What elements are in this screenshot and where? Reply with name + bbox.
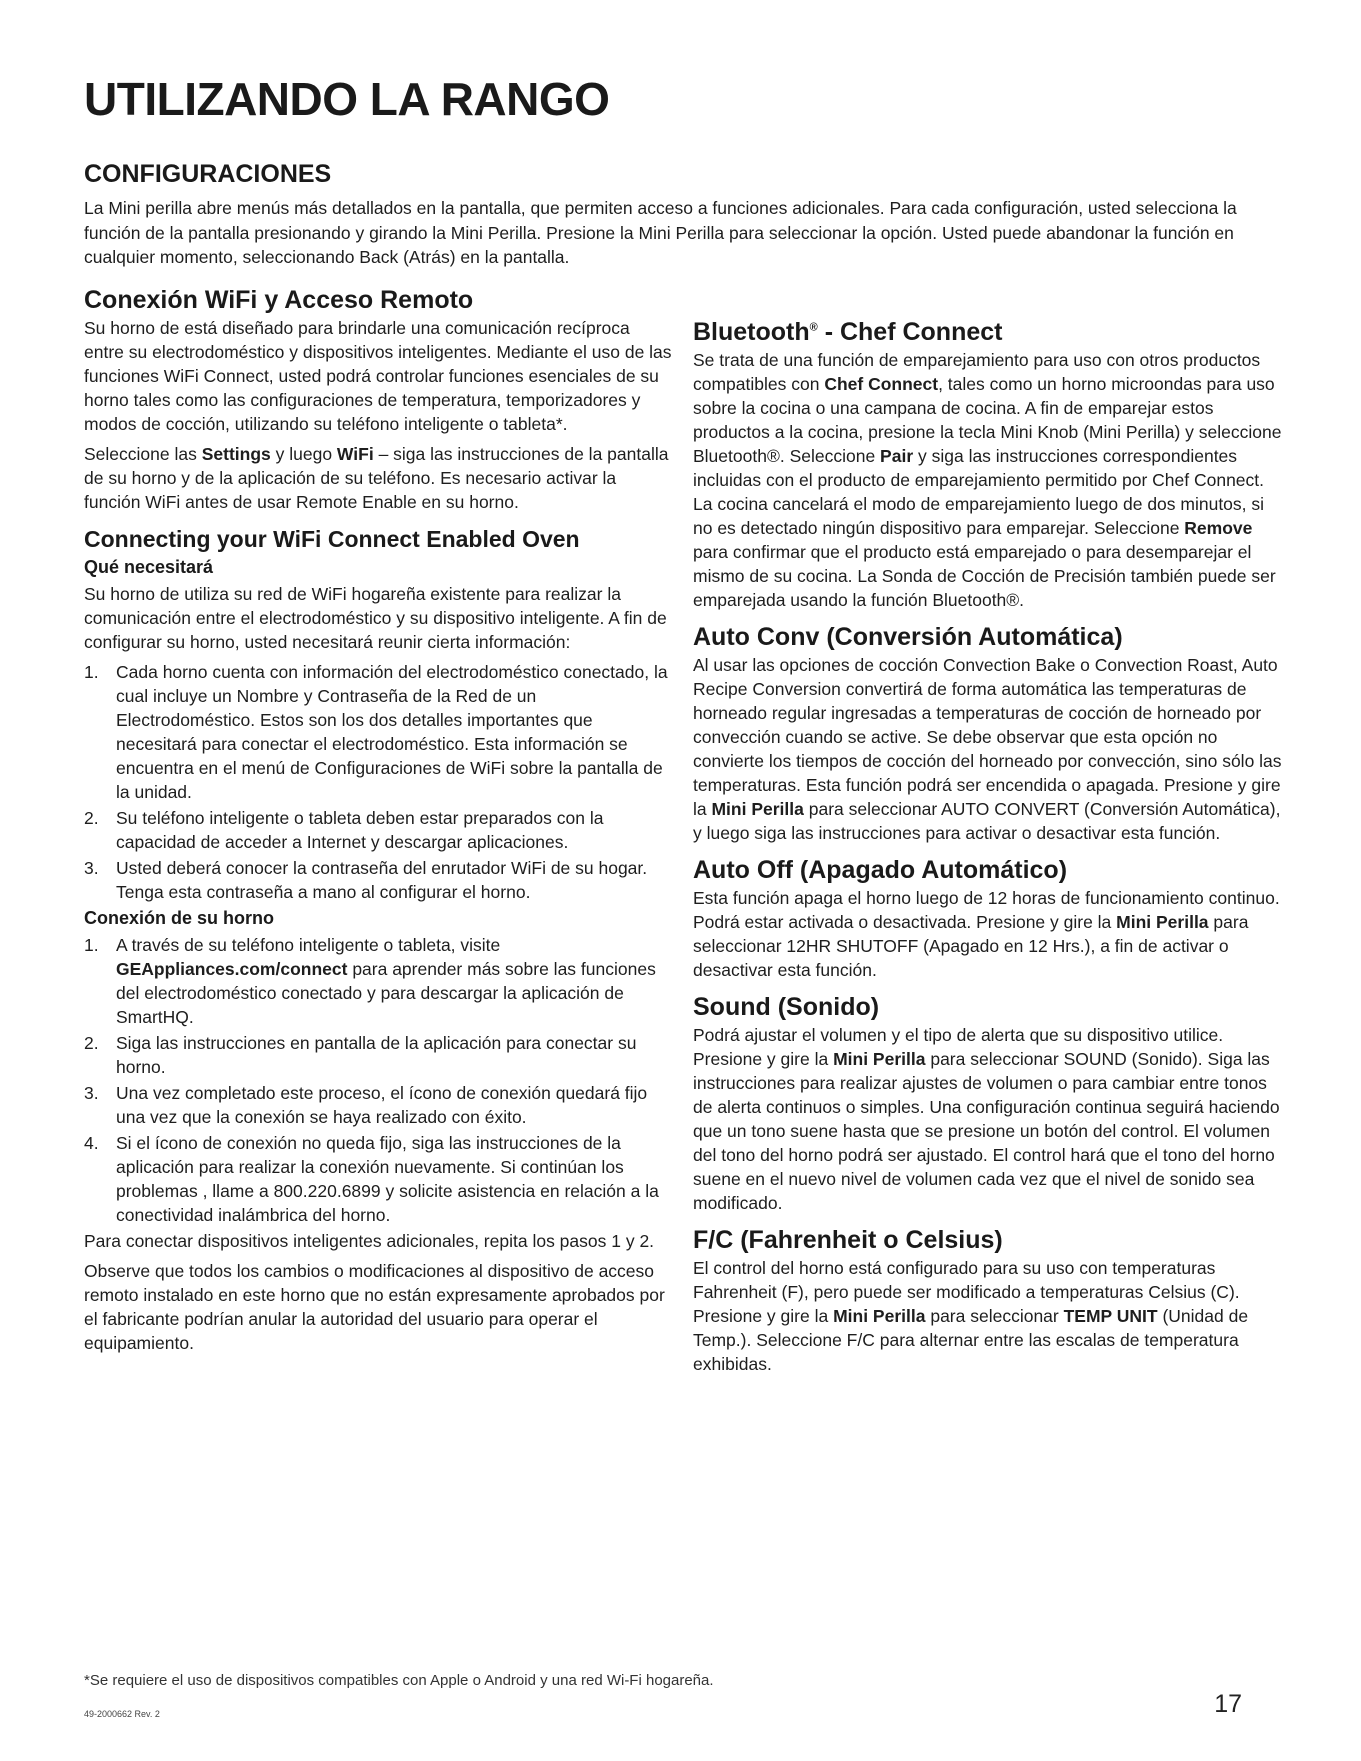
page-title: UTILIZANDO LA RANGO [84,73,610,125]
connect-heading: Conexión de su horno [84,908,275,928]
fc-paragraph: El control del horno está configurado para su uso con temperaturas Fahrenheit (F), pero puede ser modificado a temperaturas Celsius (C). Presione y gire la Mini Perilla para seleccionar TEMP UNIT (Unidad de Temp.). Seleccione F/C para alternar entre las escalas de temperatura exhibidas. [693,1258,1249,1374]
auto-off-paragraph: Esta función apaga el horno luego de 12 horas de funcionamiento continuo. Podrá estar activada o desactivada. Presione y gire la Mini Perilla para seleccionar 12HR SHUTOFF (Apagado en 12 Hrs.), a fin de activar o desactivar esta función. [693,888,1280,980]
wifi-heading: Conexión WiFi y Acceso Remoto [84,286,474,314]
observe-paragraph: Observe que todos los cambios o modificaciones al dispositivo de acceso remoto instalado en este horno que no están expresamente aprobados por el fabricante podrían anular la autoridad del usuario para operar el equipamiento. [84,1261,665,1353]
connect-link-text: GEAppliances.com/connect [116,959,348,979]
auto-off-heading: Auto Off (Apagado Automático) [693,856,1068,884]
list-item: 2. Su teléfono inteligente o tableta deben estar preparados con la capacidad de acceder a Internet y descargar aplicaciones. [84,808,604,852]
footnote: *Se requiere el uso de dispositivos compatibles con Apple o Android y una red Wi-Fi hogareña. [84,1672,714,1689]
need-list [84,660,674,904]
section-title: CONFIGURACIONES [84,160,332,188]
left-column [84,284,674,1355]
list-item: 3. Usted deberá conocer la contraseña del enrutador WiFi de su hogar. Tenga esta contraseña a mano al configurar el horno. [84,858,648,902]
list-item: 3. Una vez completado este proceso, el ícono de conexión quedará fijo una vez que la conexión se haya realizado con éxito. [84,1083,648,1127]
repeat-paragraph: Para conectar dispositivos inteligentes adicionales, repita los pasos 1 y 2. [84,1231,655,1251]
list-item: 1. Cada horno cuenta con información del electrodoméstico conectado, la cual incluye un Nombre y Contraseña de la Red de un Electrodoméstico. Estos son los dos detalles importantes que necesitará para conectar el electrodoméstico. Esta información se encuentra en el menú de Configuraciones de WiFi sobre la pantalla de la unidad. [84,662,668,802]
manual-page [84,0,1282,1761]
list-item: 4. Si el ícono de conexión no queda fijo, siga las instrucciones de la aplicación para realizar la conexión nuevamente. Si continúan los problemas , llame a 800.220.6899 y solicite asistencia en relación a la conectividad inalámbrica del horno. [84,1133,659,1225]
auto-conv-heading: Auto Conv (Conversión Automática) [693,623,1123,651]
auto-conv-paragraph: Al usar las opciones de cocción Convection Bake o Convection Roast, Auto Recipe Conversion convertirá de forma automática las temperaturas de horneado regular ingresadas a temperaturas de cocción de horneado por convección cuando se active. Se debe observar que esta opción no convierte los tiempos de cocción del horneado por convección, sino sólo las temperaturas. Esta función podrá ser encendida o apagada. Presione y gire la Mini Perilla para seleccionar AUTO CONVERT (Conversión Automática), y luego siga las instrucciones para activar o desactivar esta función. [693,655,1282,843]
document-number: 49-2000662 Rev. 2 [84,1709,160,1719]
wifi-paragraph-1: Su horno de está diseñado para brindarle una comunicación recíproca entre su electrodoméstico y dispositivos inteligentes. Mediante el uso de las funciones WiFi Connect, usted podrá controlar funciones esenciales de su horno tales como las configuraciones de temperatura, temporizadores y modos de cocción, utilizando su teléfono inteligente o tableta*. [84,318,672,434]
bluetooth-paragraph: Se trata de una función de emparejamiento para uso con otros productos compatibles con Chef Connect, tales como un horno microondas para uso sobre la cocina o una campana de cocina. A fin de emparejar estos productos a la cocina, presione la tecla Mini Knob (Mini Perilla) y seleccione Bluetooth®. Seleccione Pair y siga las instrucciones correspondientes incluidas con el producto de emparejamiento permitido por Chef Connect. La cocina cancelará el modo de emparejamiento luego de dos minutos, si no es detectado ningún dispositivo para emparejar. Seleccione Remove para confirmar que el producto está emparejado o para desemparejar el mismo de su cocina. La Sonda de Cocción de Precisión también puede ser emparejada usando la función Bluetooth®. [693,350,1282,610]
fc-heading: F/C (Fahrenheit o Celsius) [693,1226,1003,1254]
connecting-heading: Connecting your WiFi Connect Enabled Oven [84,526,580,552]
connect-list [84,933,674,1227]
wifi-paragraph-2: Seleccione las Settings y luego WiFi – siga las instrucciones de la pantalla de su horno y de la aplicación de su teléfono. Es necesario activar la función WiFi antes de usar Remote Enable en su horno. [84,444,669,512]
sound-paragraph: Podrá ajustar el volumen y el tipo de alerta que su dispositivo utilice. Presione y gire la Mini Perilla para seleccionar SOUND (Sonido). Siga las instrucciones para realizar ajustes de volumen o para cambiar entre tonos de alerta continuos o simples. Una configuración continua seguirá haciendo que un tono suene hasta que se presione un botón del control. El volumen del tono del horno podrá ser ajustado. El control hará que el tono del horno suene en el nuevo nivel de volumen cada vez que el nivel de sonido sea modificado. [693,1025,1280,1213]
page-number: 17 [1214,1690,1242,1718]
list-item: 1. A través de su teléfono inteligente o tableta, visite GEAppliances.com/connect para aprender más sobre las funciones del electrodoméstico conectado y para descargar la aplicación de SmartHQ. [84,935,656,1027]
need-heading: Qué necesitará [84,557,214,577]
intro-paragraph: La Mini perilla abre menús más detallados en la pantalla, que permiten acceso a funciones adicionales. Para cada configuración, usted selecciona la función de la pantalla presionando y girando la Mini Perilla. Presione la Mini Perilla para seleccionar la opción. Usted puede abandonar la función en cualquier momento, seleccionando Back (Atrás) en la pantalla. [84,198,1237,267]
list-item: 2. Siga las instrucciones en pantalla de la aplicación para conectar su horno. [84,1033,637,1077]
bluetooth-heading: Bluetooth® - Chef Connect [693,318,1003,346]
right-column [693,316,1283,1376]
sound-heading: Sound (Sonido) [693,993,880,1021]
need-paragraph: Su horno de utiliza su red de WiFi hogareña existente para realizar la comunicación entre el electrodoméstico y su dispositivo inteligente. A fin de configurar su horno, usted necesitará reunir cierta información: [84,584,667,652]
